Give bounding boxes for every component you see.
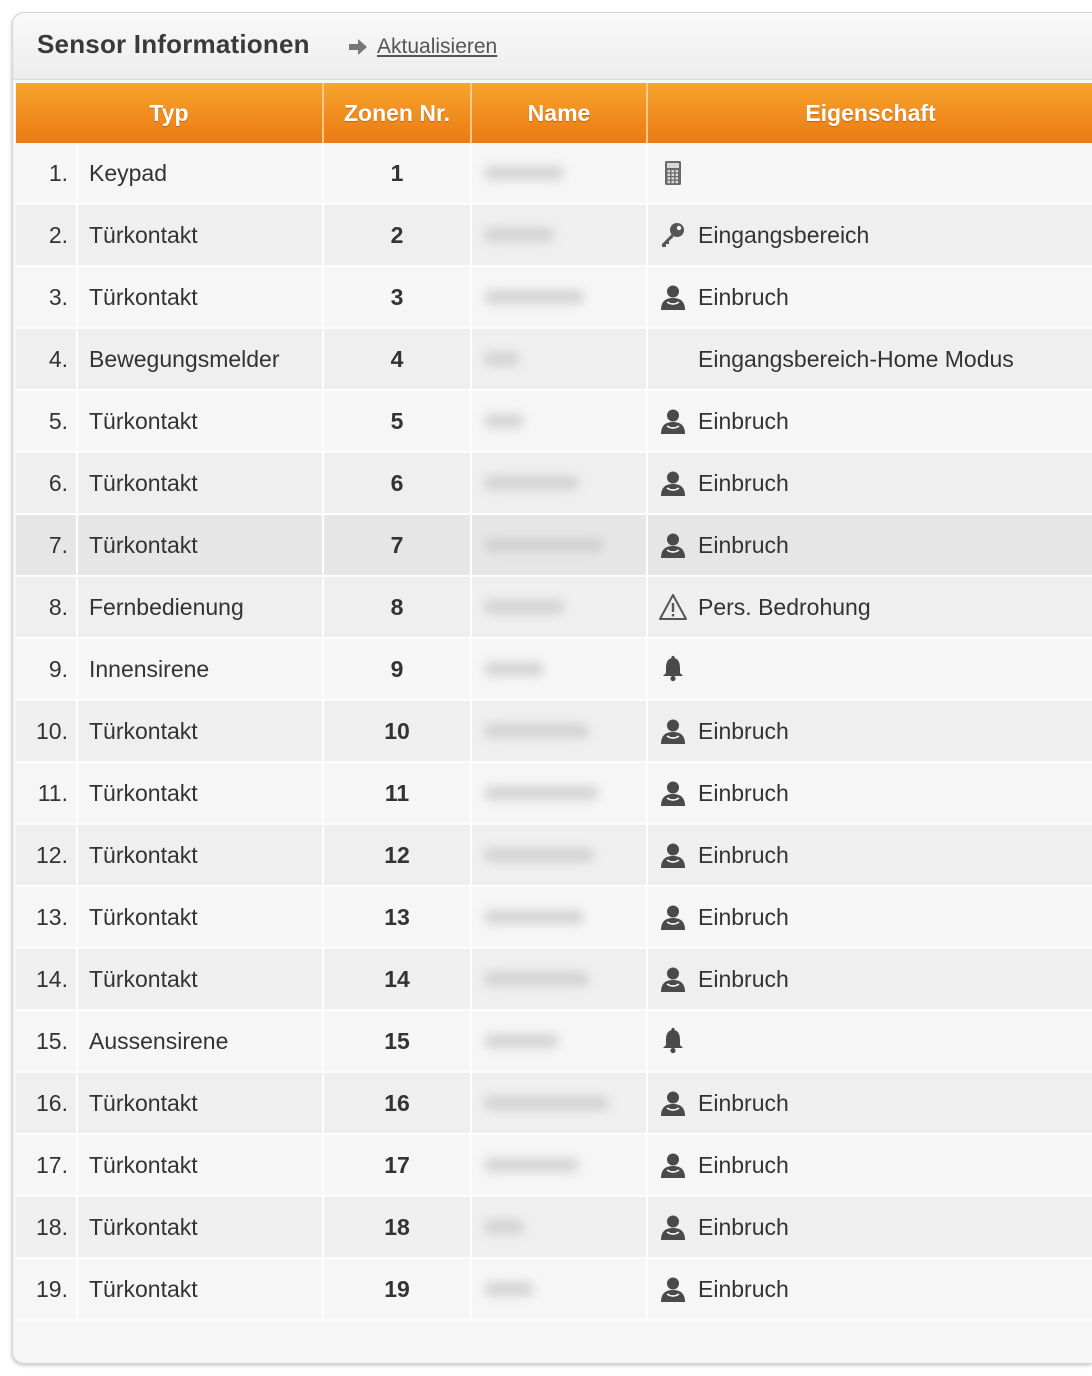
table-row[interactable]	[16, 1073, 1092, 1135]
redacted-name-blur	[484, 352, 519, 366]
property-cell	[648, 577, 1092, 639]
table-row[interactable]	[16, 825, 1092, 887]
redacted-name-blur	[484, 786, 599, 800]
table-row[interactable]	[16, 949, 1092, 1011]
row-index: 7.	[16, 515, 78, 577]
sensor-type: Türkontakt	[78, 391, 324, 453]
sensor-info-panel	[12, 12, 1092, 1364]
zone-number: 9	[324, 639, 472, 701]
sensor-type: Türkontakt	[78, 1135, 324, 1197]
property-cell	[648, 887, 1092, 949]
redacted-name-blur	[484, 910, 584, 924]
table-row[interactable]	[16, 267, 1092, 329]
property-cell	[648, 1011, 1092, 1073]
zone-number: 13	[324, 887, 472, 949]
table-row[interactable]	[16, 143, 1092, 205]
table-row[interactable]	[16, 639, 1092, 701]
property-cell	[648, 825, 1092, 887]
sensor-name-redacted	[472, 1073, 648, 1135]
column-header-name[interactable]: Name	[472, 83, 648, 143]
sensor-type: Türkontakt	[78, 205, 324, 267]
property-label: Einbruch	[698, 903, 789, 930]
sensor-type: Türkontakt	[78, 887, 324, 949]
panel-header	[13, 13, 1092, 80]
property-label: Einbruch	[698, 469, 789, 496]
table-row[interactable]	[16, 515, 1092, 577]
sensor-name-redacted	[472, 329, 648, 391]
table-row[interactable]	[16, 1197, 1092, 1259]
sensor-name-redacted	[472, 577, 648, 639]
row-index: 11.	[16, 763, 78, 825]
table-header	[16, 83, 1092, 143]
redacted-name-blur	[484, 290, 584, 304]
person-icon	[658, 1088, 688, 1118]
zone-number: 16	[324, 1073, 472, 1135]
sensor-name-redacted	[472, 639, 648, 701]
zone-number: 14	[324, 949, 472, 1011]
property-cell	[648, 515, 1092, 577]
sensor-name-redacted	[472, 1011, 648, 1073]
redacted-name-blur	[484, 538, 604, 552]
zone-number: 10	[324, 701, 472, 763]
zone-number: 15	[324, 1011, 472, 1073]
bell-icon	[658, 1026, 688, 1056]
column-header-eigenschaft[interactable]: Eigenschaft	[805, 99, 936, 126]
property-cell	[648, 701, 1092, 763]
row-index: 10.	[16, 701, 78, 763]
row-index: 15.	[16, 1011, 78, 1073]
property-label: Einbruch	[698, 1089, 789, 1116]
property-label: Einbruch	[698, 531, 789, 558]
sensor-type: Türkontakt	[78, 825, 324, 887]
arrow-right-icon	[347, 37, 369, 57]
sensor-name-redacted	[472, 453, 648, 515]
panel-title: Sensor Informationen	[37, 29, 310, 59]
zone-number: 18	[324, 1197, 472, 1259]
sensor-name-redacted	[472, 763, 648, 825]
sensor-type: Türkontakt	[78, 1073, 324, 1135]
redacted-name-blur	[484, 972, 589, 986]
table-row[interactable]	[16, 1259, 1092, 1321]
person-icon	[658, 778, 688, 808]
zone-number: 7	[324, 515, 472, 577]
property-label: Einbruch	[698, 283, 789, 310]
zone-number: 5	[324, 391, 472, 453]
row-index: 9.	[16, 639, 78, 701]
table-body	[16, 143, 1092, 1321]
table-row[interactable]	[16, 453, 1092, 515]
property-label: Eingangsbereich	[698, 221, 870, 248]
zone-number: 19	[324, 1259, 472, 1321]
property-cell	[648, 949, 1092, 1011]
row-index: 6.	[16, 453, 78, 515]
row-index: 16.	[16, 1073, 78, 1135]
property-label: Einbruch	[698, 717, 789, 744]
property-label: Einbruch	[698, 779, 789, 806]
zone-number: 8	[324, 577, 472, 639]
sensor-type: Türkontakt	[78, 763, 324, 825]
refresh-link[interactable]	[347, 35, 497, 59]
redacted-name-blur	[484, 600, 564, 614]
property-label: Einbruch	[698, 1275, 789, 1302]
property-cell	[648, 763, 1092, 825]
redacted-name-blur	[484, 1158, 579, 1172]
table-row[interactable]	[16, 577, 1092, 639]
property-cell	[648, 1073, 1092, 1135]
zone-number: 1	[324, 143, 472, 205]
property-cell	[648, 1259, 1092, 1321]
property-cell	[648, 391, 1092, 453]
redacted-name-blur	[484, 662, 544, 676]
property-cell	[648, 1135, 1092, 1197]
redacted-name-blur	[484, 1220, 524, 1234]
zone-number: 12	[324, 825, 472, 887]
bell-icon	[658, 654, 688, 684]
property-cell	[648, 205, 1092, 267]
redacted-name-blur	[484, 476, 579, 490]
table-row[interactable]	[16, 763, 1092, 825]
sensor-type: Türkontakt	[78, 1197, 324, 1259]
redacted-name-blur	[484, 724, 589, 738]
row-index: 18.	[16, 1197, 78, 1259]
redacted-name-blur	[484, 166, 564, 180]
sensor-type: Türkontakt	[78, 1259, 324, 1321]
sensor-type: Aussensirene	[78, 1011, 324, 1073]
person-icon	[658, 902, 688, 932]
property-cell	[648, 453, 1092, 515]
sensor-name-redacted	[472, 1135, 648, 1197]
row-index: 2.	[16, 205, 78, 267]
sensor-name-redacted	[472, 887, 648, 949]
zone-number: 11	[324, 763, 472, 825]
person-icon	[658, 406, 688, 436]
person-icon	[658, 282, 688, 312]
zone-number: 17	[324, 1135, 472, 1197]
property-label: Einbruch	[698, 1213, 789, 1240]
zone-number: 3	[324, 267, 472, 329]
redacted-name-blur	[484, 414, 524, 428]
person-icon	[658, 468, 688, 498]
sensor-name-redacted	[472, 1259, 648, 1321]
person-icon	[658, 1212, 688, 1242]
sensor-table	[16, 83, 1092, 1321]
person-icon	[658, 716, 688, 746]
person-icon	[658, 530, 688, 560]
property-cell	[648, 639, 1092, 701]
row-index: 8.	[16, 577, 78, 639]
redacted-name-blur	[484, 1282, 534, 1296]
sensor-type: Innensirene	[78, 639, 324, 701]
redacted-name-blur	[484, 228, 554, 242]
property-label: Einbruch	[698, 841, 789, 868]
property-cell	[648, 143, 1092, 205]
sensor-name-redacted	[472, 1197, 648, 1259]
sensor-name-redacted	[472, 267, 648, 329]
column-header-zone[interactable]: Zonen Nr.	[324, 83, 472, 143]
sensor-name-redacted	[472, 515, 648, 577]
sensor-name-redacted	[472, 205, 648, 267]
row-index: 12.	[16, 825, 78, 887]
row-index: 1.	[16, 143, 78, 205]
person-icon	[658, 1274, 688, 1304]
keypad-icon	[658, 158, 688, 188]
property-label: Einbruch	[698, 407, 789, 434]
property-label: Einbruch	[698, 965, 789, 992]
person-icon	[658, 840, 688, 870]
row-index: 19.	[16, 1259, 78, 1321]
property-label: Eingangsbereich-Home Modus	[698, 345, 1014, 372]
zone-number: 6	[324, 453, 472, 515]
sensor-name-redacted	[472, 391, 648, 453]
warning-icon	[658, 592, 688, 622]
row-index: 13.	[16, 887, 78, 949]
zone-number: 4	[324, 329, 472, 391]
sensor-type: Bewegungsmelder	[78, 329, 324, 391]
redacted-name-blur	[484, 1034, 559, 1048]
key-icon	[658, 220, 688, 250]
redacted-name-blur	[484, 848, 594, 862]
sensor-name-redacted	[472, 825, 648, 887]
sensor-type: Türkontakt	[78, 453, 324, 515]
table-row[interactable]	[16, 329, 1092, 391]
table-row[interactable]	[16, 887, 1092, 949]
sensor-name-redacted	[472, 949, 648, 1011]
property-label: Einbruch	[698, 1151, 789, 1178]
person-icon	[658, 964, 688, 994]
row-index: 17.	[16, 1135, 78, 1197]
property-cell	[648, 267, 1092, 329]
table-row[interactable]	[16, 1011, 1092, 1073]
row-index: 4.	[16, 329, 78, 391]
sensor-type: Türkontakt	[78, 949, 324, 1011]
table-row[interactable]	[16, 205, 1092, 267]
sensor-type: Türkontakt	[78, 515, 324, 577]
property-label: Pers. Bedrohung	[698, 593, 871, 620]
table-row[interactable]	[16, 391, 1092, 453]
table-row[interactable]	[16, 1135, 1092, 1197]
sensor-type: Türkontakt	[78, 267, 324, 329]
refresh-label[interactable]: Aktualisieren	[377, 35, 498, 58]
row-index: 5.	[16, 391, 78, 453]
sensor-name-redacted	[472, 701, 648, 763]
property-cell	[648, 1197, 1092, 1259]
row-index: 14.	[16, 949, 78, 1011]
sensor-type: Türkontakt	[78, 701, 324, 763]
redacted-name-blur	[484, 1096, 609, 1110]
sensor-type: Fernbedienung	[78, 577, 324, 639]
column-header-typ[interactable]: Typ	[16, 83, 324, 143]
property-cell	[648, 329, 1092, 391]
zone-number: 2	[324, 205, 472, 267]
person-icon	[658, 1150, 688, 1180]
table-row[interactable]	[16, 701, 1092, 763]
sensor-type: Keypad	[78, 143, 324, 205]
row-index: 3.	[16, 267, 78, 329]
sensor-name-redacted	[472, 143, 648, 205]
